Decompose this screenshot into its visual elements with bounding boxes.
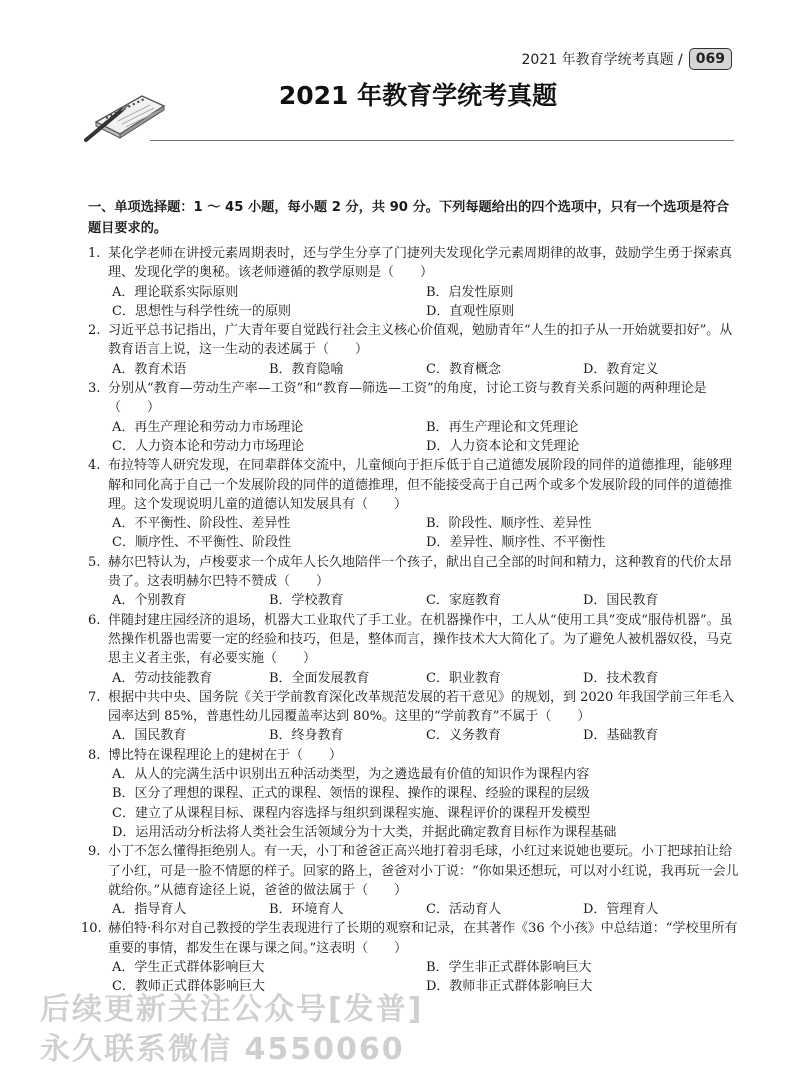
option-c: C．家庭教育 [426,593,501,609]
running-title: 2021 年教育学统考真题 / [521,52,683,68]
option-b: B．学生非正式群体影响巨大 [426,959,592,975]
question-stem: 伴随封建庄园经济的退场，机器大工业取代了手工业。在机器操作中，工人从“使用工具”变成“服侍机器”。虽然操作机器也需要一定的经验和技巧，但是，整体而言，操作技术大大简化了。为了避免人被机器奴役，马克思主义者主张，有必要实施（ ） [108,612,733,667]
question-number: 3. [88,381,101,397]
option-a: A．学生正式群体影响巨大 [112,959,265,975]
watermark-line-1: 后续更新关注公众号[发普] [40,992,424,1027]
question-number: 6. [88,612,101,628]
option-b: B．学校教育 [269,593,344,609]
option-d: D．差异性、顺序性、不平衡性 [426,535,606,551]
option-c: C．职业教育 [426,670,501,686]
option-c: C．人力资本论和劳动力市场理论 [112,438,304,454]
question-item [81,919,740,996]
running-header [522,48,732,70]
option-a: A．从人的完满生活中识别出五种活动类型，为之遴选最有价值的知识作为课程内容 [112,767,590,783]
option-a: A．国民教育 [112,728,187,744]
option-b: B．终身教育 [269,728,344,744]
option-a: A．个别教育 [112,593,187,609]
option-c: C．义务教育 [426,728,501,744]
question-number: 5. [88,554,101,570]
page-number-badge: 069 [689,48,732,70]
option-b: B．阶段性、顺序性、差异性 [426,516,592,532]
option-d: D．人力资本论和文凭理论 [426,438,580,454]
question-options [108,418,740,457]
question-number: 4. [88,458,101,474]
question-stem: 某化学老师在讲授元素周期表时，还与学生分享了门捷列夫发现化学元素周期律的故事，鼓励学生勇于探索真理、发现化学的奥秘。该老师遵循的教学原则是（ ） [108,246,733,281]
question-list [81,197,740,997]
question-number: 1. [88,246,101,261]
question-stem: 习近平总书记指出，广大青年要自觉践行社会主义核心价值观，勉励青年“人生的扣子从一开始就要扣好”。从教育语言上说，这一生动的表述属于（ ） [108,323,733,358]
question-item [88,746,740,842]
option-a: A．理论联系实际原则 [112,284,239,300]
question-stem: 赫尔巴特认为，卢梭要求一个成年人长久地陪伴一个孩子，献出自己全部的时间和精力，这种教育的代价太昂贵了。这表明赫尔巴特不赞成（ ） [108,554,733,590]
option-b: B．区分了理想的课程、正式的课程、领悟的课程、操作的课程、经验的课程的层级 [112,786,590,802]
option-d: D．技术教育 [583,670,659,686]
option-d: D．教师非正式群体影响巨大 [426,979,593,995]
question-item [88,611,740,688]
option-a: A．不平衡性、阶段性、差异性 [112,516,291,532]
question-item [88,688,740,746]
question-options [108,283,740,322]
option-b: B．全面发展教育 [269,670,370,686]
option-d: D．基础教育 [583,728,659,744]
option-d: D．教育定义 [583,361,659,377]
option-c: C．顺序性、不平衡性、阶段性 [112,535,291,551]
question-item [88,842,740,919]
question-number: 9. [88,844,101,860]
option-c: C．教师正式群体影响巨大 [112,979,265,995]
question-item [88,456,740,552]
page-title: 2021 年教育学统考真题 [278,81,558,110]
option-b: B．环境育人 [269,902,344,918]
option-c: C．建立了从课程目标、课程内容选择与组织到课程实施、课程评价的课程开发模型 [112,805,590,821]
option-b: B．教育隐喻 [269,361,344,377]
option-b: B．再生产理论和文凭理论 [426,419,579,435]
question-stem: 根据中共中央、国务院《关于学前教育深化改革规范发展的若干意见》的规划，到 2020 年我国学前三年毛入园率达到 85%，普惠性幼儿园覆盖率达到 80%。这里的“学前教育”不属于（ ） [108,689,735,725]
question-options [108,726,740,745]
question-item [88,379,740,456]
question-stem: 分别从“教育—劳动生产率—工资”和“教育—筛选—工资”的角度，讨论工资与教育关系问题的两种理论是（ ） [108,381,707,416]
option-a: A．劳动技能教育 [112,670,213,686]
title-divider [150,140,734,141]
question-item [88,244,740,321]
question-stem: 布拉特等人研究发现，在同辈群体交流中，儿童倾向于拒斥低于自己道德发展阶段的同伴的道德推理，能够理解和同化高于自己一个发展阶段的同伴的道德推理，但不能接受高于自己两个或多个发展阶段的同伴的道德推理。这个发现说明儿童的道德认知发展具有（ ） [108,458,733,512]
option-d: D．国民教育 [583,593,659,609]
question-options [108,514,740,553]
watermark-line-2: 永久联系微信 4550060 [40,1032,405,1067]
option-c: C．思想性与科学性统一的原则 [112,303,291,319]
question-number: 10. [81,921,102,937]
question-stem: 博比特在课程理论上的建树在于（ ） [108,747,343,763]
question-stem: 赫伯特·科尔对自己教授的学生表现进行了长期的观察和记录，在其著作《36 个小孩》中总结道：“学校里所有重要的事情，都发生在课与课之间。”这表明（ ） [108,921,738,956]
question-item [88,553,740,611]
section-heading: 一、单项选择题：1 ～ 45 小题，每小题 2 分，共 90 分。下列每题给出的四个选项中，只有一个选项是符合题目要求的。 [88,200,730,236]
option-d: D．直观性原则 [426,303,515,319]
option-a: A．指导育人 [112,902,187,918]
question-stem: 小丁不怎么懂得拒绝别人。有一天，小丁和爸爸正高兴地打着羽毛球，小红过来说她也要玩。小丁把球拍让给了小红，可是一脸不情愿的样子。回家的路上，爸爸对小丁说：“你如果还想玩，可以对小红说，我再玩一会儿就给你。”从德育途径上说，爸爸的做法属于（ ） [108,844,739,898]
option-c: C．教育概念 [426,361,501,377]
question-options [108,765,740,842]
option-d: D．运用活动分析法将人类社会生活领域分为十大类，并据此确定教育目标作为课程基础 [112,824,617,840]
option-a: A．教育术语 [112,361,187,377]
option-a: A．再生产理论和劳动力市场理论 [112,419,304,435]
question-options [108,900,740,919]
question-item [88,321,740,379]
question-options [108,591,740,610]
option-d: D．管理育人 [583,902,659,918]
questions-container [81,244,740,997]
question-options [108,360,740,379]
question-options [108,669,740,688]
question-number: 8. [88,747,101,763]
question-number: 2. [88,323,101,339]
question-number: 7. [88,689,101,705]
watermark [40,990,423,1070]
option-b: B．启发性原则 [426,284,514,300]
option-c: C．活动育人 [426,902,501,918]
